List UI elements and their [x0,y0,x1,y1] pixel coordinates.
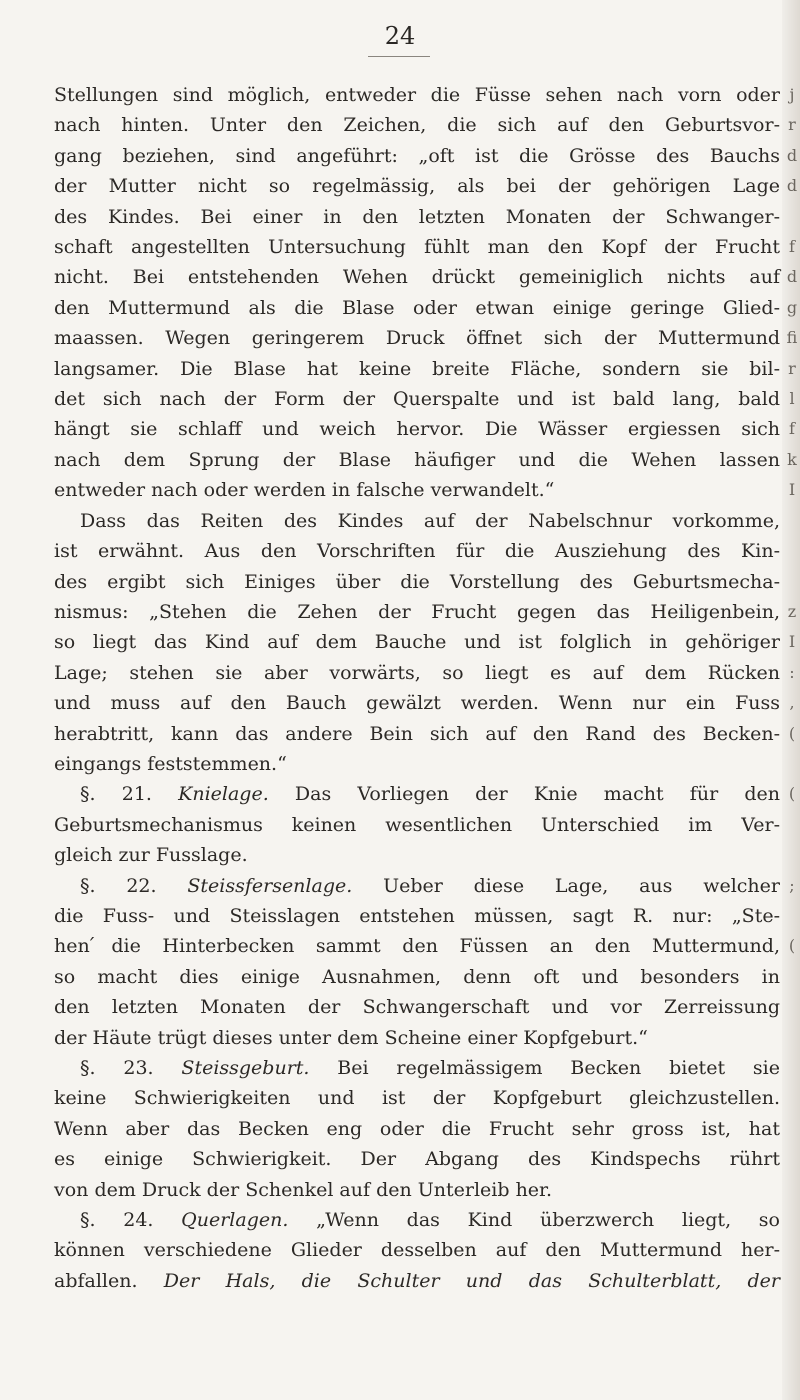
edge-glyph: : [789,662,795,682]
edge-glyph [786,962,798,992]
edge-glyph: r [788,115,796,135]
section-term: Querlagen. [181,1209,289,1232]
edge-glyph: ; [789,875,795,895]
text-line: nismus: „Stehen die Zehen der Frucht gegen das Heiligenbein, [54,600,780,623]
text-line: können verschiedene Glieder desselben auf den Muttermund her- [54,1239,780,1262]
text-line: ist erwähnt. Aus den Vorschriften für die Ausziehung des Kin- [54,540,780,563]
text-line: hängt sie schlaff und weich hervor. Die Wässer ergiessen sich [54,418,780,441]
text-line: entweder nach oder werden in falsche verwandelt.“ [54,479,555,502]
edge-glyph [786,567,798,597]
line-rest: Das Vorliegen der Knie macht für den [268,783,780,806]
facing-page-glyphs [786,80,798,1296]
section-term: Steissgeburt. [181,1057,310,1079]
text-line: eingangs feststemmen.“ [54,752,287,775]
section-term: Knielage. [178,783,269,806]
text-line: gang beziehen, sind angeführt: „oft ist die Grösse des Bauchs [54,144,780,167]
edge-glyph: k [787,449,797,469]
edge-glyph [786,1144,798,1174]
line-lead: §. 24. [80,1209,182,1232]
edge-glyph: d [786,145,798,165]
edge-glyph: , [789,693,795,713]
text-line: gleich zur Fusslage. [54,844,248,867]
edge-glyph: fi [786,328,798,348]
text-line: nicht. Bei entstehenden Wehen drückt gemeiniglich nichts auf [54,266,780,289]
text-line: nach dem Sprung der Blase häufiger und die Wehen lassen [54,448,780,471]
edge-glyph [786,1205,798,1235]
text-line: des Kindes. Bei einer in den letzten Monaten der Schwanger- [54,205,780,228]
text-line: Lage; stehen sie aber vorwärts, so liegt es auf dem Rücken [54,661,780,684]
text-line: det sich nach der Form der Querspalte und ist bald lang, bald [54,388,780,411]
edge-glyph [786,1175,798,1205]
edge-glyph [786,749,798,779]
text-line: den Muttermund als die Blase oder etwan einige geringe Glied- [54,296,780,319]
line-rest: Bei regelmässigem Becken bietet sie [309,1057,780,1079]
text-line: schaft angestellten Untersuchung fühlt man den Kopf der Frucht [54,236,780,259]
text-line: Dass das Reiten des Kindes auf der Nabelschnur vorkomme, [80,509,780,532]
page-number: 24 [384,22,416,50]
edge-glyph: l [789,389,795,409]
edge-glyph [786,1114,798,1144]
edge-glyph [786,840,798,870]
text-line: herabtritt, kann das andere Bein sich auf den Rand des Becken- [54,722,780,745]
text-line: so macht dies einige Ausnahmen, denn oft und besonders in [54,965,780,988]
edge-glyph: f [789,419,795,439]
section-term: Steissfersenlage. [187,874,353,897]
line-lead: abfallen. [54,1269,164,1292]
text-line: nach hinten. Unter den Zeichen, die sich auf den Geburtsvor- [54,114,780,137]
text-line: des ergibt sich Einiges über die Vorstellung des Geburtsmecha- [54,570,780,593]
edge-glyph [786,810,798,840]
text-line: langsamer. Die Blase hat keine breite Fläche, sondern sie bil- [54,357,780,380]
edge-glyph: d [786,176,798,196]
text-line: Stellungen sind möglich, entweder die Füsse sehen nach vorn oder [54,84,780,106]
text-line [54,1053,780,1083]
edge-glyph [786,1053,798,1083]
edge-glyph: ( [788,723,796,743]
text-line: von dem Druck der Schenkel auf den Unterleib her. [54,1178,553,1201]
line-rest: „Wenn das Kind überzwerch liegt, so [288,1209,780,1232]
line-rest: Ueber diese Lage, aus welcher [352,874,780,897]
header-rule [368,56,430,57]
text-line: und muss auf den Bauch gewälzt werden. Wenn nur ein Fuss [54,692,780,715]
edge-glyph: f [789,237,795,257]
edge-glyph: r [788,358,796,378]
edge-glyph [786,1235,798,1265]
line-lead: §. 22. [80,874,188,897]
edge-glyph [786,1083,798,1113]
line-lead: §. 23. [80,1057,182,1079]
text-line: hen ́die Hinterbecken sammt den Füssen an den Muttermund, [54,935,780,958]
text-line: die Fuss- und Steisslagen entstehen müssen, sagt R. nur: „Ste- [54,904,780,927]
edge-glyph: d [786,267,798,287]
text-line: der Häute trügt dieses unter dem Scheine einer Kopfgeburt.“ [54,1026,648,1049]
edge-glyph: I [788,480,796,500]
edge-glyph: ( [788,784,796,804]
text-line: Wenn aber das Becken eng oder die Frucht sehr gross ist, hat [54,1117,780,1140]
text-line [54,871,780,901]
edge-glyph: z [787,601,797,621]
text-line: keine Schwierigkeiten und ist der Kopfgeburt gleichzustellen. [54,1087,780,1110]
edge-glyph [786,536,798,566]
text-line [54,1205,780,1235]
edge-glyph: g [786,297,798,317]
line-lead: §. 21. [80,783,179,806]
text-line: maassen. Wegen geringerem Druck öffnet sich der Muttermund [54,327,780,350]
text-line: der Mutter nicht so regelmässig, als bei der gehörigen Lage [54,175,780,198]
edge-glyph [786,506,798,536]
text-line: Geburtsmechanismus keinen wesentlichen Unterschied im Ver- [54,813,780,836]
text-line: es einige Schwierigkeit. Der Abgang des Kindspechs rührt [54,1148,780,1171]
text-line: den letzten Monaten der Schwangerschaft und vor Zerreissung [54,996,780,1019]
edge-glyph [786,992,798,1022]
text-line: so liegt das Kind auf dem Bauche und ist folglich in gehöriger [54,631,780,654]
edge-glyph: I [788,632,796,652]
text-line [54,1266,780,1296]
edge-glyph [786,901,798,931]
text-line [54,779,780,809]
body-text [54,80,780,1296]
edge-glyph [786,1023,798,1053]
edge-glyph [786,1266,798,1296]
edge-glyph: ( [788,936,796,956]
section-term: Der Hals, die Schulter und das Schulterblatt, der [163,1269,780,1292]
edge-glyph: j [789,85,795,104]
edge-glyph [786,202,798,232]
